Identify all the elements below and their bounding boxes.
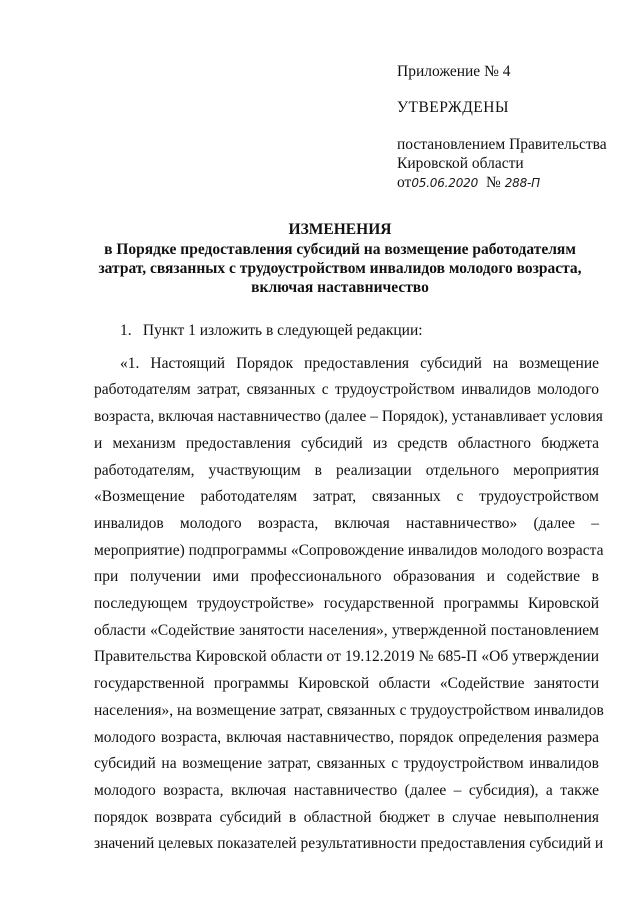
- paragraph-line-13: государственной программы Кировской области «Содействие занятости: [94, 675, 599, 693]
- paragraph-line-17: молодого возраста, включая наставничество (далее – субсидия), а также: [94, 781, 599, 799]
- item-1: [94, 318, 599, 345]
- item-1-text: Пункт 1 изложить в следующей редакции:: [142, 322, 423, 339]
- heading-subtitle-line-2: затрат, связанных с трудоустройством инвалидов молодого возраста,: [98, 260, 582, 277]
- paragraph-line-1: «1. Настоящий Порядок предоставления субсидий на возмещение: [120, 354, 599, 372]
- paragraph-line-2: работодателям затрат, связанных с трудоустройством инвалидов молодого: [94, 381, 599, 399]
- paragraph-line-3: возраста, включая наставничество (далее – Порядок), устанавливает условия: [94, 408, 603, 426]
- approved-label: УТВЕРЖДЕНЫ: [397, 99, 509, 116]
- date-number-row: [397, 173, 627, 193]
- from-label: от: [397, 174, 412, 191]
- paragraph-line-9: при получении ими профессионального образования и содействие в: [94, 568, 599, 586]
- paragraph-line-16: субсидий на возмещение затрат, связанных с трудоустройством инвалидов: [94, 755, 599, 773]
- paragraph-line-7: инвалидов молодого возраста, включая наставничество» (далее –: [94, 514, 599, 532]
- annex-label: Приложение № 4: [397, 63, 511, 80]
- paragraph-line-10: последующем трудоустройстве» государственной программы Кировской: [94, 595, 599, 613]
- handwritten-number: 288-П: [504, 176, 540, 190]
- paragraph-line-14: населения», на возмещение затрат, связанных с трудоустройством инвалидов: [94, 701, 604, 719]
- heading-subtitle-line-1: в Порядке предоставления субсидий на возмещение работодателям: [104, 241, 576, 258]
- number-label: №: [486, 174, 501, 191]
- document-heading: [80, 220, 600, 297]
- paragraph-line-5: работодателям, участвующим в реализации отдельного мероприятия: [94, 461, 599, 479]
- document-body: [94, 318, 604, 858]
- paragraph-line-18: порядок возврата субсидий в областной бюджет в случае невыполнения: [94, 808, 599, 826]
- paragraph-line-15: молодого возраста, включая наставничество, порядок определения размера: [94, 728, 599, 746]
- approved-by-line-2: Кировской области: [397, 155, 524, 172]
- paragraph-line-12: Правительства Кировской области от 19.12.2019 № 685-П «Об утверждении: [94, 648, 599, 666]
- heading-subtitle-line-3: включая наставничество: [251, 279, 429, 296]
- heading-title: ИЗМЕНЕНИЯ: [288, 221, 392, 238]
- paragraph-line-11: области «Содействие занятости населения», утвержденной постановлением: [94, 621, 599, 639]
- handwritten-date: 05.06.2020: [411, 176, 479, 190]
- item-1-number: 1.: [120, 322, 132, 339]
- approval-block: [397, 62, 627, 193]
- paragraph-line-19: значений целевых показателей результативности предоставления субсидий и: [94, 835, 604, 853]
- approved-by-line-1: постановлением Правительства: [397, 136, 607, 153]
- paragraph-line-8: мероприятие) подпрограммы «Сопровождение инвалидов молодого возраста: [94, 541, 604, 559]
- paragraph-line-6: «Возмещение работодателям затрат, связанных с трудоустройством: [94, 488, 599, 506]
- amended-paragraph: [94, 351, 604, 858]
- paragraph-line-4: и механизм предоставления субсидий из средств областного бюджета: [94, 434, 599, 452]
